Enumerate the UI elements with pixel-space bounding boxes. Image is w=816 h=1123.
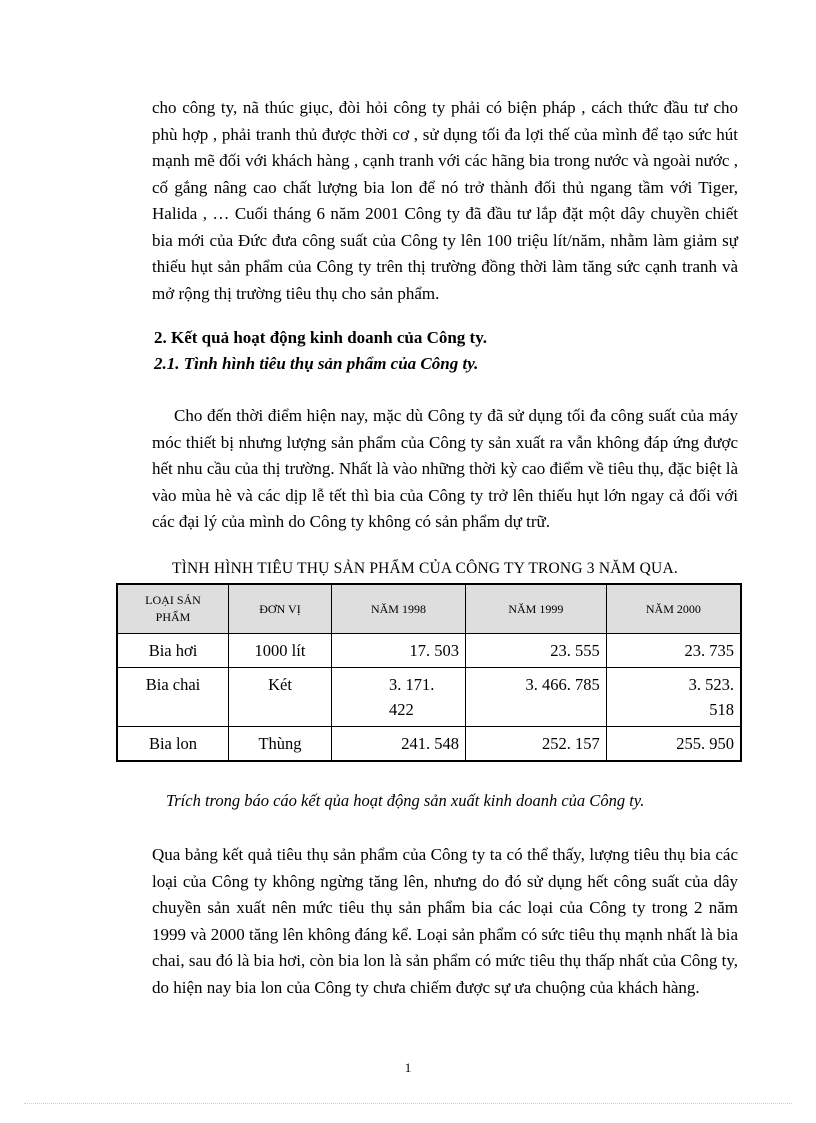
table-row — [117, 727, 741, 762]
cell-2000: 3. 523. 518 — [606, 668, 741, 727]
cell-product: Bia chai — [117, 668, 229, 727]
table-caption: Trích trong báo cáo kết qủa hoạt động sản xuất kinh doanh của Công ty. — [166, 791, 645, 810]
subsection-heading: 2.1. Tình hình tiêu thụ sản phẩm của Công ty. — [154, 354, 479, 373]
section-heading: 2. Kết quả hoạt động kinh doanh của Công ty. — [154, 328, 488, 347]
cell-1998: 17. 503 — [332, 634, 466, 668]
header-year-1999: NĂM 1999 — [465, 584, 606, 634]
cell-1998: 3. 171. 422 — [332, 668, 466, 727]
table-header-row — [117, 584, 741, 634]
paragraph-intro: cho công ty, nã thúc giục, đòi hỏi công ty phải có biện pháp , cách thức đầu tư cho phù hợp , phải tranh thủ được thời cơ , sử dụng tối đa lợi thế của mình để tạo sức hút mạnh mẽ đối với khách hàng , cạnh tranh với các hãng bia trong nước và ngoài nước , cố gắng nâng cao chất lượng bia lon để nó trở thành đối thủ ngang tầm với Tiger, Halida , … Cuối tháng 6 năm 2001 Công ty đã đầu tư lắp đặt một dây chuyền chiết bia mới của Đức đưa công suất của Công ty lên 100 triệu lít/năm, nhằm làm giảm sự thiếu hụt sản phẩm của Công ty trên thị trường đồng thời làm tăng sức cạnh tranh và mở rộng thị trường tiêu thụ cho sản phẩm. — [152, 98, 738, 303]
cell-unit: Két — [229, 668, 332, 727]
header-year-1998: NĂM 1998 — [332, 584, 466, 634]
cell-1998: 241. 548 — [332, 727, 466, 762]
page-bottom-divider — [24, 1103, 792, 1104]
cell-2000: 255. 950 — [606, 727, 741, 762]
cell-1999: 3. 466. 785 — [465, 668, 606, 727]
cell-product: Bia hơi — [117, 634, 229, 668]
cell-unit: Thùng — [229, 727, 332, 762]
cell-1999: 252. 157 — [465, 727, 606, 762]
header-year-2000: NĂM 2000 — [606, 584, 741, 634]
sales-table — [116, 583, 742, 762]
paragraph-analysis: Qua bảng kết quả tiêu thụ sản phẩm của Công ty ta có thể thấy, lượng tiêu thụ bia các loại của Công ty không ngừng tăng lên, nhưng do đó sử dụng hết công suất của dây chuyền sản xuất nên mức tiêu thụ sản phẩm bia các loại của Công ty trong 2 năm 1999 và 2000 tăng lên không đáng kể. Loại sản phẩm có sức tiêu thụ mạnh nhất là bia chai, sau đó là bia hơi, còn bia lon là sản phẩm có mức tiêu thụ thấp nhất của Công ty, do hiện nay bia lon của Công ty chưa chiếm được sự ưa chuộng của khách hàng. — [152, 845, 738, 997]
page-number: 1 — [404, 1060, 412, 1075]
table-row — [117, 634, 741, 668]
cell-unit: 1000 lít — [229, 634, 332, 668]
cell-1999: 23. 555 — [465, 634, 606, 668]
header-unit: ĐƠN VỊ — [229, 584, 332, 634]
cell-product: Bia lon — [117, 727, 229, 762]
header-product: LOẠI SẢN PHẨM — [117, 584, 229, 634]
cell-2000: 23. 735 — [606, 634, 741, 668]
table-row — [117, 668, 741, 727]
table-title: TÌNH HÌNH TIÊU THỤ SẢN PHẨM CỦA CÔNG TY TRONG 3 NĂM QUA. — [172, 560, 678, 577]
paragraph-consumption: Cho đến thời điểm hiện nay, mặc dù Công ty đã sử dụng tối đa công suất của máy móc thiết bị nhưng lượng sản phẩm của Công ty sản xuất ra vẫn không đáp ứng được hết nhu cầu của thị trường. Nhất là vào những thời kỳ cao điểm về tiêu thụ, đặc biệt là vào mùa hè và các dịp lễ tết thì bia của Công ty trở lên thiếu hụt lớn ngay cả đối với các đại lý của mình do Công ty không có sản phẩm dự trữ. — [152, 406, 738, 531]
